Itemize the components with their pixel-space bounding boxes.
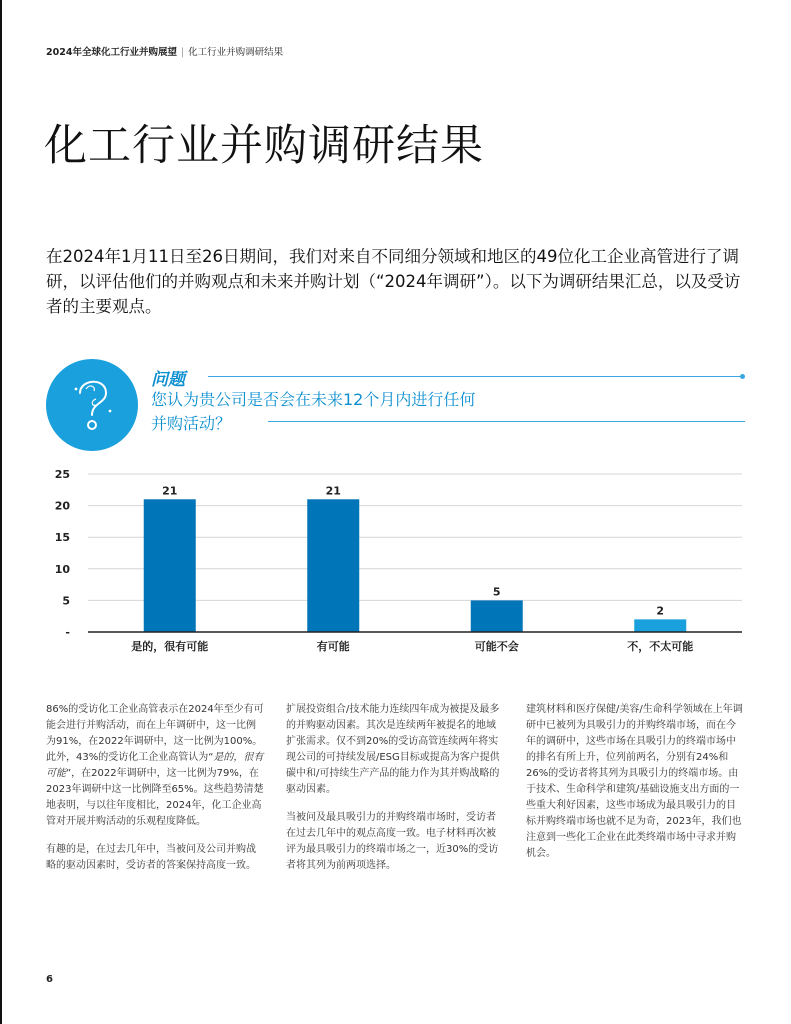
survey-bar-chart — [40, 462, 752, 660]
bar — [307, 499, 359, 632]
x-category-label: 有可能 — [316, 640, 350, 653]
body-columns — [46, 702, 746, 886]
header-report-title: 2024年全球化工行业并购展望 — [46, 47, 177, 58]
body-column-3 — [526, 702, 744, 886]
bar-data-label: 2 — [656, 604, 665, 618]
intro-paragraph: 在2024年1月11日至26日期间，我们对来自不同细分领域和地区的49位化工企业高管进行了调研，以评估他们的并购观点和未来并购计划（“2024年调研”）。以下为调研结果汇总，以及受访者的主要观点。 — [46, 247, 741, 316]
body-column-2 — [286, 702, 504, 886]
x-category-label: 不，不太可能 — [627, 640, 694, 653]
x-category-label: 可能不会 — [474, 640, 519, 653]
c1p1-text-a: 86%的受访化工企业高管表示在2024年至少有可能会进行并购活动，而在上年调研中，这一比例为91%，在2022年调研中，这一比例为100%。此外，43%的受访化工企业高管认为“ — [46, 704, 264, 763]
question-mark-icon — [46, 359, 138, 451]
y-tick-label: 5 — [62, 594, 70, 608]
body-column-1 — [46, 702, 264, 886]
column-3-paragraph-1: 建筑材料和医疗保健/美容/生命科学领域在上年调研中已被列为具吸引力的并购终端市场，而在今年的调研中，这些市场在具吸引力的终端市场中的排名有所上升，位列前两名，分别有24%和26%的受访者将其列为具吸引力的终端市场。由于技术、生命科学和建筑/基础设施支出方面的一些重大利好因素，这些市场成为最具吸引力的目标并购终端市场也就不足为奇，2023年，我们也注意到一些化工企业在此类终端市场中寻求并购机会。 — [526, 704, 743, 859]
bar — [634, 619, 686, 632]
y-tick-label: 20 — [54, 499, 70, 513]
bar-data-label: 5 — [492, 585, 501, 599]
x-category-label: 是的，很有可能 — [131, 640, 209, 653]
left-edge-rule — [0, 0, 2, 1024]
column-2-paragraph-2: 当被问及最具吸引力的并购终端市场时，受访者在过去几年中的观点高度一致。电子材料再次被评为最具吸引力的终端市场之一，近30%的受访者将其列为前两项选择。 — [286, 812, 499, 871]
c1p1-text-b: ”，在2022年调研中，这一比例为79%，在2023年调研中这一比例降至65%。这些趋势清楚地表明，与以往年度相比，2024年，化工企业高管对开展并购活动的乐观程度降低。 — [46, 768, 264, 827]
question-label: 问题 — [151, 370, 185, 390]
bar-data-label: 21 — [325, 484, 341, 498]
question-divider-bottom — [268, 421, 745, 422]
column-1-paragraph-2: 有趣的是，在过去几年中，当被问及公司并购战略的驱动因素时，受访者的答案保持高度一致。 — [46, 844, 256, 871]
header-divider: | — [180, 47, 185, 58]
question-text: 您认为贵公司是否会在未来12个月内进行任何并购活动？ — [151, 390, 476, 433]
question-divider-top — [208, 376, 743, 377]
page-number: 6 — [46, 974, 53, 985]
column-1-paragraph-1 — [46, 702, 264, 830]
y-tick-label: 15 — [54, 531, 70, 545]
y-tick-label: 10 — [54, 562, 70, 576]
column-2-paragraph-1: 扩展投资组合/技术能力连续四年成为被提及最多的并购驱动因素。其次是连续两年被提名的地域扩张需求。仅不到20%的受访高管连续两年将实现公司的可持续发展/ESG目标或提高为客户提供碳中和/可持续生产产品的能力作为其并购战略的驱动因素。 — [286, 704, 500, 795]
page-title: 化工行业并购调研结果 — [44, 121, 484, 171]
bar — [471, 600, 523, 632]
y-tick-label: 25 — [54, 468, 70, 481]
c1p1-emphasis: 是的，很有可能 — [46, 752, 264, 779]
running-header — [46, 44, 283, 58]
y-tick-label: - — [65, 626, 70, 639]
bar-data-label: 21 — [162, 484, 178, 498]
question-divider-dot — [740, 374, 745, 379]
bar — [144, 499, 196, 632]
header-section: 化工行业并购调研结果 — [188, 47, 284, 58]
